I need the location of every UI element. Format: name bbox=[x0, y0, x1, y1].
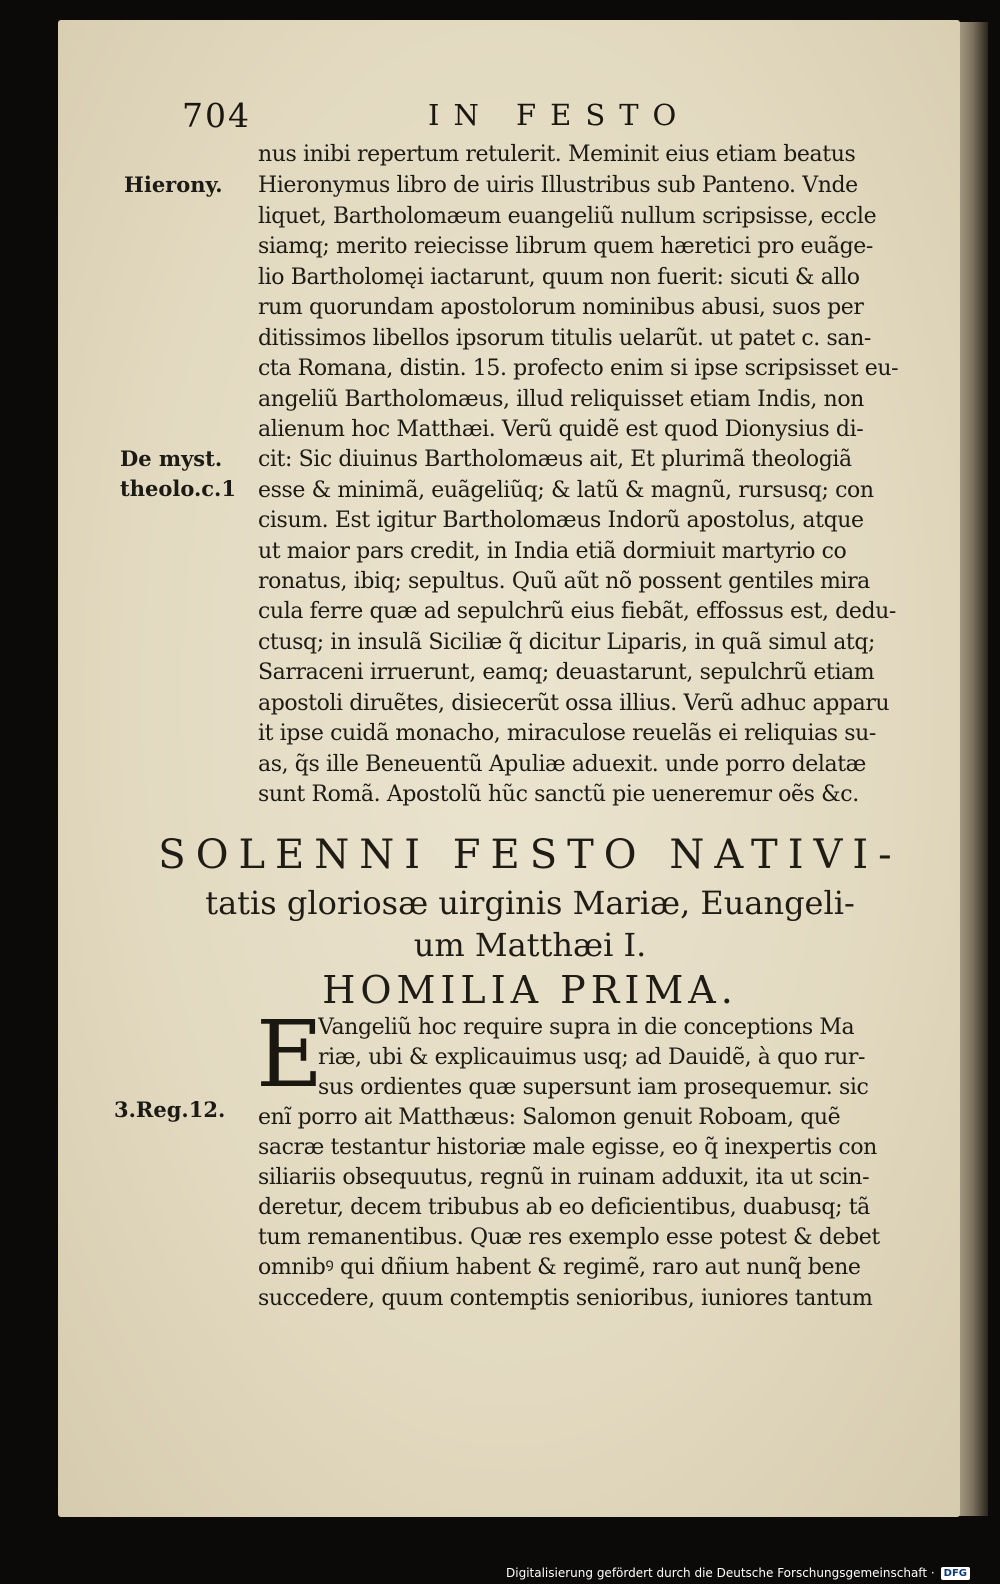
text-line: ronatus, ibiq; sepultus. Quũ aũt nõ possent gentiles mira bbox=[258, 569, 870, 594]
dfg-logo: DFG bbox=[941, 1567, 970, 1580]
text-line: riæ, ubi & explicauimus usq; ad Dauidẽ, à quo rur- bbox=[318, 1045, 866, 1070]
text-line: cta Romana, distin. 15. profecto enim si ipse scripsisset eu- bbox=[258, 356, 899, 381]
footer-credit bbox=[506, 1566, 970, 1580]
text-line: siamq; merito reiecisse librum quem hæretici pro euãge- bbox=[258, 234, 873, 259]
margin-note-theolo: theolo.c.1 bbox=[120, 476, 236, 501]
running-head bbox=[0, 96, 1000, 142]
text-line: nus inibi repertum retulerit. Meminit eius etiam beatus bbox=[258, 142, 856, 167]
text-line: alienum hoc Matthæi. Verũ quidẽ est quod Dionysius di- bbox=[258, 417, 864, 442]
text-line: apostoli diruẽtes, disiecerũt ossa illius. Verũ adhuc apparu bbox=[258, 691, 890, 716]
text-line: esse & minimã, euãgeliũq; & latũ & magnũ, rursusq; con bbox=[258, 478, 874, 503]
text-line: succedere, quum contemptis senioribus, iuniores tantum bbox=[258, 1286, 873, 1311]
section-heading-line2: tatis gloriosæ uirginis Mariæ, Euangeli- bbox=[205, 884, 855, 922]
section-heading-line1: SOLENNI FESTO NATIVI- bbox=[158, 832, 902, 878]
drop-cap: E bbox=[256, 1001, 324, 1108]
text-line: lio Bartholomęi iactarunt, quum non fuerit: sicuti & allo bbox=[258, 265, 860, 290]
text-line: ut maior pars credit, in India etiã dormiuit martyrio co bbox=[258, 539, 847, 564]
margin-note-hierony: Hierony. bbox=[124, 172, 223, 197]
text-line: angeliũ Bartholomæus, illud reliquisset etiam Indis, non bbox=[258, 387, 864, 412]
margin-note-de-myst: De myst. bbox=[120, 446, 223, 471]
text-line: as, q̃s ille Beneuentũ Apuliæ aduexit. unde porro delatæ bbox=[258, 752, 866, 777]
text-line: omnibꝰ qui dñium habent & regimẽ, raro aut nunq̃ bene bbox=[258, 1255, 861, 1280]
text-line: ditissimos libellos ipsorum titulis uelarũt. ut patet c. san- bbox=[258, 326, 871, 351]
text-line: it ipse cuidã monacho, miraculose reuelãs ei reliquias su- bbox=[258, 721, 876, 746]
page-number: 704 bbox=[182, 96, 251, 135]
text-line: sus ordientes quæ supersunt iam prosequemur. sic bbox=[318, 1075, 869, 1100]
text-line: Sarraceni irruerunt, eamq; deuastarunt, sepulchrũ etiam bbox=[258, 660, 875, 685]
section-heading-line3: um Matthæi I. bbox=[413, 926, 647, 964]
text-line: enĩ porro ait Matthæus: Salomon genuit Roboam, quẽ bbox=[258, 1105, 841, 1130]
text-line: deretur, decem tribubus ab eo deficientibus, duabusq; tã bbox=[258, 1195, 870, 1220]
text-line: sunt Romã. Apostolũ hũc sanctũ pie ueneremur oẽs &c. bbox=[258, 782, 859, 807]
text-line: sacræ testantur historiæ male egisse, eo q̃ inexpertis con bbox=[258, 1135, 877, 1160]
text-line: rum quorundam apostolorum nominibus abusi, suos per bbox=[258, 295, 864, 320]
footer-text: Digitalisierung gefördert durch die Deutsche Forschungsgemeinschaft · bbox=[506, 1566, 935, 1580]
homily-heading: HOMILIA PRIMA. bbox=[322, 968, 738, 1012]
text-line: Hieronymus libro de uiris Illustribus sub Panteno. Vnde bbox=[258, 173, 858, 198]
text-line: ctusq; in insulã Siciliæ q̃ dicitur Liparis, in quã simul atq; bbox=[258, 630, 876, 655]
text-line: Vangeliũ hoc require supra in die conceptions Ma bbox=[318, 1015, 855, 1040]
text-line: tum remanentibus. Quæ res exemplo esse potest & debet bbox=[258, 1225, 880, 1250]
text-line: cula ferre quæ ad sepulchrũ eius fiebãt, effossus est, dedu- bbox=[258, 599, 896, 624]
text-line: cisum. Est igitur Bartholomæus Indorũ apostolus, atque bbox=[258, 508, 864, 533]
text-line: siliariis obsequutus, regnũ in ruinam adduxit, ita ut scin- bbox=[258, 1165, 870, 1190]
text-line: liquet, Bartholomæum euangeliũ nullum scripsisse, eccle bbox=[258, 204, 877, 229]
text-line: cit: Sic diuinus Bartholomæus ait, Et plurimã theologiã bbox=[258, 447, 852, 472]
margin-note-reg: 3.Reg.12. bbox=[114, 1097, 226, 1122]
page-edge bbox=[958, 22, 988, 1516]
running-title: IN FESTO bbox=[428, 98, 691, 132]
